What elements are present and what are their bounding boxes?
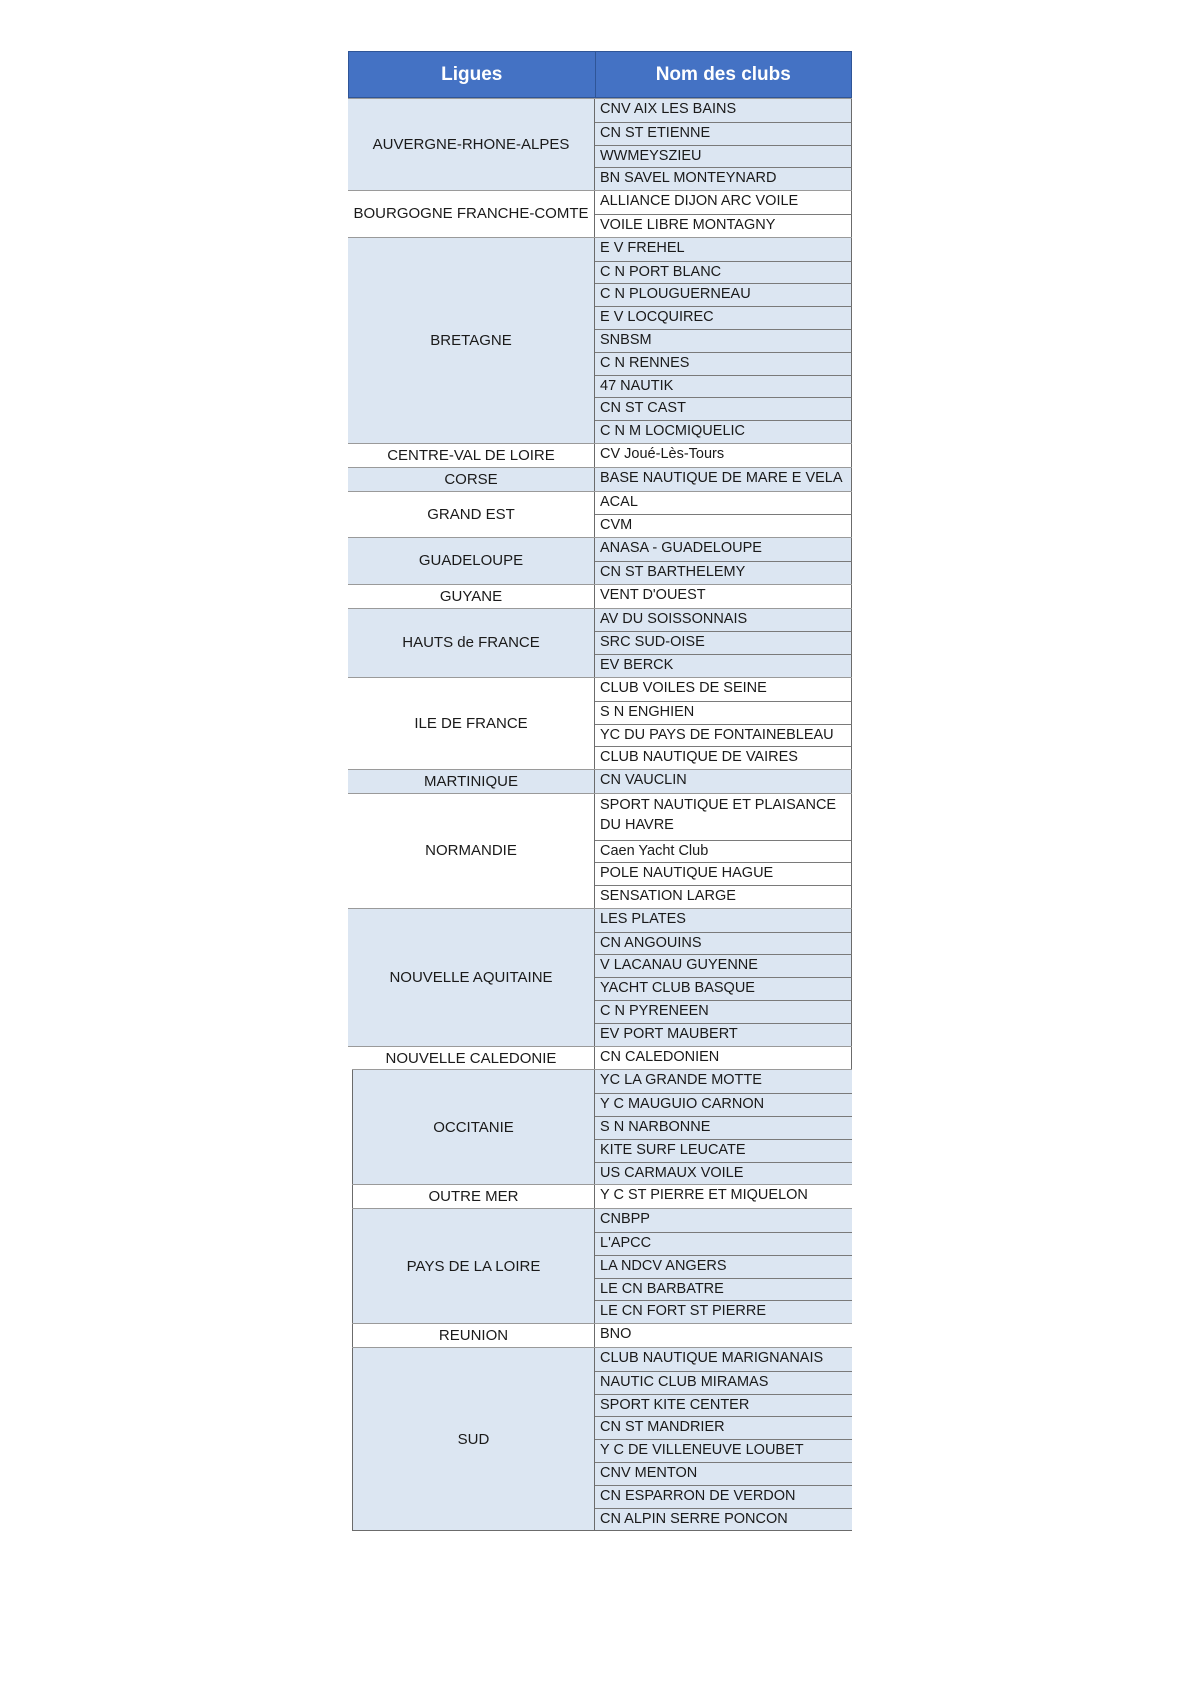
ligue-group xyxy=(348,467,852,491)
ligue-group xyxy=(348,1046,852,1070)
club-list xyxy=(595,538,852,584)
ligue-group xyxy=(348,677,852,769)
ligue-name: BOURGOGNE FRANCHE-COMTE xyxy=(348,191,595,237)
club-name: EV BERCK xyxy=(595,654,852,677)
club-name: LES PLATES xyxy=(595,909,852,932)
club-name: BN SAVEL MONTEYNARD xyxy=(595,167,852,190)
ligue-group xyxy=(348,491,852,538)
ligue-name: NOUVELLE AQUITAINE xyxy=(348,909,595,1046)
club-name: CN ST CAST xyxy=(595,397,852,420)
club-name: CN ALPIN SERRE PONCON xyxy=(595,1508,852,1531)
ligue-group xyxy=(348,584,852,608)
clubs-table xyxy=(348,51,852,1531)
club-name: C N PLOUGUERNEAU xyxy=(595,283,852,306)
club-name: AV DU SOISSONNAIS xyxy=(595,609,852,632)
club-name: YC LA GRANDE MOTTE xyxy=(600,1072,762,1089)
club-name: LE CN BARBATRE xyxy=(595,1278,852,1301)
ligue-name: ILE DE FRANCE xyxy=(348,678,595,769)
club-name: SENSATION LARGE xyxy=(595,885,852,908)
club-name: SNBSM xyxy=(595,329,852,352)
table-bottom-border xyxy=(352,1530,852,1531)
club-list xyxy=(595,238,852,443)
ligue-group xyxy=(352,1069,852,1184)
ligue-name: NOUVELLE CALEDONIE xyxy=(348,1047,595,1070)
club-name: SPORT NAUTIQUE ET PLAISANCE DU HAVRE xyxy=(595,794,852,840)
club-name: E V FREHEL xyxy=(595,238,852,261)
club-list xyxy=(595,191,852,237)
club-list xyxy=(595,678,852,769)
club-list xyxy=(595,770,852,793)
ligue-group xyxy=(348,908,852,1046)
header-clubs: Nom des clubs xyxy=(655,63,791,85)
ligue-group xyxy=(348,190,852,237)
club-list xyxy=(595,99,852,190)
ligue-name: CENTRE-VAL DE LOIRE xyxy=(348,444,595,467)
ligue-name: CORSE xyxy=(348,468,595,491)
club-name: E V LOCQUIREC xyxy=(595,306,852,329)
club-name: BNO xyxy=(600,1326,632,1343)
club-list xyxy=(595,1047,852,1070)
club-list xyxy=(595,444,852,467)
table-header xyxy=(348,51,852,98)
club-name: VOILE LIBRE MONTAGNY xyxy=(595,214,852,237)
club-name: CN ST BARTHELEMY xyxy=(595,561,852,584)
ligue-group xyxy=(348,608,852,677)
club-list xyxy=(595,1348,852,1530)
club-name: L'APCC xyxy=(595,1232,852,1255)
ligue-group xyxy=(352,1323,852,1347)
club-name: ANASA - GUADELOUPE xyxy=(595,538,852,561)
club-name: WWMEYSZIEU xyxy=(595,145,852,168)
ligue-name: REUNION xyxy=(352,1324,595,1347)
club-list xyxy=(595,468,852,491)
club-name: US CARMAUX VOILE xyxy=(595,1162,852,1185)
club-name: CLUB NAUTIQUE DE VAIRES xyxy=(595,746,852,769)
club-list xyxy=(595,909,852,1046)
club-name: C N M LOCMIQUELIC xyxy=(595,420,852,443)
ligue-group xyxy=(352,1208,852,1323)
club-name: CNV MENTON xyxy=(595,1462,852,1485)
club-name: CNBPP xyxy=(600,1211,650,1228)
ligue-name: PAYS DE LA LOIRE xyxy=(352,1209,595,1323)
club-list xyxy=(595,1070,852,1184)
club-name: LE CN FORT ST PIERRE xyxy=(595,1300,852,1323)
club-name: CN CALEDONIEN xyxy=(595,1047,852,1070)
club-name: CN ESPARRON DE VERDON xyxy=(595,1485,852,1508)
club-name: CN ST ETIENNE xyxy=(595,122,852,145)
club-name: POLE NAUTIQUE HAGUE xyxy=(595,862,852,885)
club-list xyxy=(595,609,852,677)
ligue-name: MARTINIQUE xyxy=(348,770,595,793)
ligue-name: GUYANE xyxy=(348,585,595,608)
club-name: YACHT CLUB BASQUE xyxy=(595,977,852,1000)
ligue-group xyxy=(352,1347,852,1530)
club-name: BASE NAUTIQUE DE MARE E VELA xyxy=(595,468,852,491)
ligue-name: GUADELOUPE xyxy=(348,538,595,584)
club-name: CV Joué-Lès-Tours xyxy=(595,444,852,467)
club-name: LA NDCV ANGERS xyxy=(595,1255,852,1278)
club-name: SPORT KITE CENTER xyxy=(595,1394,852,1417)
ligue-group xyxy=(348,443,852,467)
ligue-group xyxy=(352,1184,852,1208)
club-name: Y C MAUGUIO CARNON xyxy=(595,1093,852,1116)
club-list xyxy=(595,794,852,908)
club-list xyxy=(595,492,852,538)
club-name: CLUB NAUTIQUE MARIGNANAIS xyxy=(600,1350,824,1367)
club-name: VENT D'OUEST xyxy=(595,585,852,608)
ligue-name: OCCITANIE xyxy=(352,1070,595,1184)
club-name: Caen Yacht Club xyxy=(595,840,852,863)
club-list xyxy=(595,1185,852,1208)
ligue-group xyxy=(348,537,852,584)
club-name: CNV AIX LES BAINS xyxy=(595,99,852,122)
club-name: C N RENNES xyxy=(595,352,852,375)
club-list xyxy=(595,585,852,608)
ligue-group xyxy=(348,237,852,443)
ligue-name: AUVERGNE-RHONE-ALPES xyxy=(348,99,595,190)
club-name: YC DU PAYS DE FONTAINEBLEAU xyxy=(595,724,852,747)
club-name: C N PYRENEEN xyxy=(595,1000,852,1023)
club-name: Y C DE VILLENEUVE LOUBET xyxy=(595,1439,852,1462)
ligue-name: SUD xyxy=(352,1348,595,1530)
ligue-name: HAUTS de FRANCE xyxy=(348,609,595,677)
club-name: EV PORT MAUBERT xyxy=(595,1023,852,1046)
club-name: NAUTIC CLUB MIRAMAS xyxy=(595,1371,852,1394)
club-name: CN ST MANDRIER xyxy=(595,1416,852,1439)
ligue-group xyxy=(348,793,852,908)
ligue-name: OUTRE MER xyxy=(352,1185,595,1208)
club-name: S N NARBONNE xyxy=(595,1116,852,1139)
header-ligues: Ligues xyxy=(349,52,596,97)
ligue-name: NORMANDIE xyxy=(348,794,595,908)
ligue-group xyxy=(348,769,852,793)
club-list xyxy=(595,1324,852,1347)
club-name: CLUB VOILES DE SEINE xyxy=(595,678,852,701)
club-name: V LACANAU GUYENNE xyxy=(595,954,852,977)
club-name: 47 NAUTIK xyxy=(595,375,852,398)
table-body xyxy=(348,98,852,1530)
club-name: C N PORT BLANC xyxy=(595,261,852,284)
ligue-group xyxy=(348,98,852,190)
club-name: ACAL xyxy=(595,492,852,515)
club-name: CN ANGOUINS xyxy=(595,932,852,955)
club-list xyxy=(595,1209,852,1323)
ligue-name: GRAND EST xyxy=(348,492,595,538)
club-name: CVM xyxy=(595,514,852,537)
club-name: KITE SURF LEUCATE xyxy=(595,1139,852,1162)
ligue-name: BRETAGNE xyxy=(348,238,595,443)
club-name: SRC SUD-OISE xyxy=(595,631,852,654)
club-name: S N ENGHIEN xyxy=(595,701,852,724)
club-name: CN VAUCLIN xyxy=(595,770,852,793)
club-name: ALLIANCE DIJON ARC VOILE xyxy=(595,191,852,214)
club-name: Y C ST PIERRE ET MIQUELON xyxy=(600,1187,808,1204)
